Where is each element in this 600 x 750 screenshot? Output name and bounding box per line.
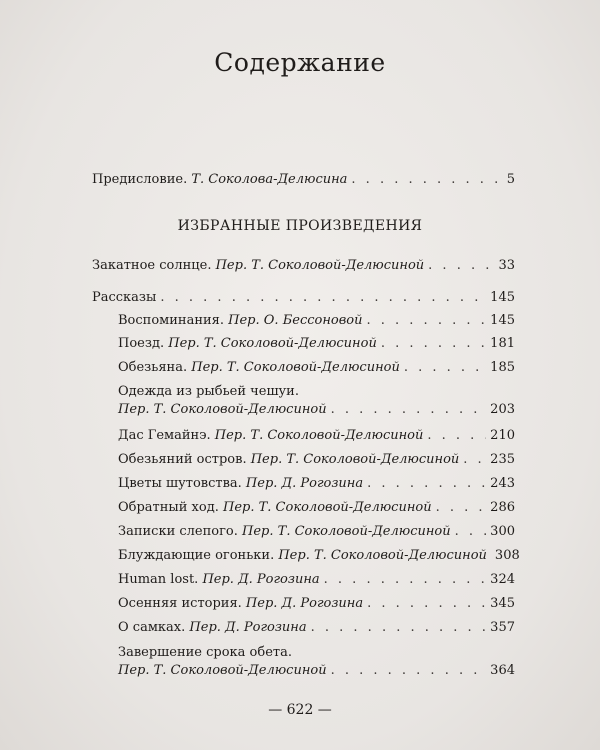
toc-entry xyxy=(118,313,515,329)
entry-translator: Пер. Т. Соколовой-Делюсиной xyxy=(191,360,400,375)
entry-page-number: 300 xyxy=(490,524,515,539)
entry-translator: Пер. Т. Соколовой-Делюсиной xyxy=(118,402,327,417)
entry-translator: Пер. О. Бессоновой xyxy=(228,313,363,328)
entry-translator: Пер. Т. Соколовой-Делюсиной xyxy=(118,663,327,678)
toc-entry xyxy=(118,663,515,679)
toc-entry xyxy=(118,548,520,564)
entry-title: Одежда из рыбьей чешуи. xyxy=(118,384,299,399)
toc-entry xyxy=(92,258,515,274)
toc-entry xyxy=(118,572,515,588)
entry-title: Обезьяна. xyxy=(118,360,188,375)
toc-entry xyxy=(118,476,515,492)
entry-translator: Пер. Т. Соколовой-Делюсиной xyxy=(242,524,451,539)
entry-title: Закатное солнце. xyxy=(92,258,212,273)
entry-translator: Пер. Т. Соколовой-Делюсиной xyxy=(215,258,425,273)
entry-title: Воспоминания. xyxy=(118,313,225,328)
dot-leader xyxy=(331,402,487,418)
entry-page-number: 308 xyxy=(494,548,520,563)
entry-page-number: 181 xyxy=(490,336,515,351)
dot-leader xyxy=(428,258,494,274)
entry-page-number: 33 xyxy=(498,258,515,273)
entry-title: Завершение срока обета. xyxy=(118,645,292,660)
entry-translator: Пер. Т. Соколовой-Делюсиной xyxy=(214,428,424,443)
entry-title: Блуждающие огоньки. xyxy=(118,548,275,563)
entry-page-number: 345 xyxy=(490,596,515,611)
toc-entry xyxy=(118,428,515,444)
entry-page-number: 185 xyxy=(490,360,515,375)
toc-entry xyxy=(92,290,515,306)
toc-entry xyxy=(118,596,515,612)
entry-translator: Пер. Д. Рогозина xyxy=(245,596,364,611)
entry-page-number: 357 xyxy=(490,620,515,635)
dot-leader xyxy=(427,428,486,444)
entry-translator: Пер. Т. Соколовой-Делюсиной xyxy=(223,500,432,515)
entry-title: Цветы шутовства. xyxy=(118,476,242,491)
toc-entry-preface xyxy=(92,172,515,188)
toc-entry xyxy=(118,500,515,516)
section-heading: ИЗБРАННЫЕ ПРОИЗВЕДЕНИЯ xyxy=(177,218,423,234)
toc-entry xyxy=(118,360,515,376)
entry-title: Предисловие. xyxy=(92,172,188,187)
entry-title: О самках. xyxy=(118,620,186,635)
entry-page-number: 324 xyxy=(490,572,515,587)
entry-translator: Пер. Д. Рогозина xyxy=(202,572,320,587)
dot-leader xyxy=(404,360,486,376)
dot-leader xyxy=(324,572,487,588)
entry-page-number: 210 xyxy=(490,428,515,443)
entry-page-number: 235 xyxy=(490,452,515,467)
entry-page-number: 203 xyxy=(490,402,515,417)
entry-page-number: 286 xyxy=(490,500,515,515)
entry-title: Обратный ход. xyxy=(118,500,219,515)
toc-entry xyxy=(118,620,515,636)
page-number: — 622 — xyxy=(268,702,332,718)
entry-title: Поезд. xyxy=(118,336,165,351)
dot-leader xyxy=(331,663,487,679)
entry-title: Осенняя история. xyxy=(118,596,242,611)
dot-leader xyxy=(436,500,487,516)
dot-leader xyxy=(351,172,502,188)
dot-leader xyxy=(367,313,487,329)
entry-title: Human lost. xyxy=(118,572,199,587)
entry-title: Рассказы xyxy=(92,290,157,305)
entry-translator: Пер. Т. Соколовой-Делюсиной xyxy=(250,452,460,467)
entry-title: Записки слепого. xyxy=(118,524,238,539)
dot-leader xyxy=(160,290,486,306)
dot-leader xyxy=(311,620,487,636)
entry-page-number: 364 xyxy=(490,663,515,678)
entry-page-number: 5 xyxy=(506,172,515,187)
toc-entry xyxy=(118,524,515,540)
dot-leader xyxy=(381,336,486,352)
entry-translator: Пер. Т. Соколовой-Делюсиной xyxy=(168,336,377,351)
dot-leader xyxy=(463,452,486,468)
dot-leader xyxy=(367,476,486,492)
toc-entry xyxy=(118,452,515,468)
toc-entry xyxy=(118,336,515,352)
dot-leader xyxy=(367,596,486,612)
entry-title: Дас Гемайнэ. xyxy=(118,428,211,443)
entry-page-number: 145 xyxy=(490,290,515,305)
toc-entry xyxy=(118,402,515,418)
entry-translator: Пер. Т. Соколовой-Делюсиной xyxy=(278,548,487,563)
entry-title: Обезьяний остров. xyxy=(118,452,247,467)
dot-leader xyxy=(455,524,487,540)
entry-translator: Т. Соколова-Делюсина xyxy=(191,172,348,187)
entry-page-number: 145 xyxy=(490,313,515,328)
entry-translator: Пер. Д. Рогозина xyxy=(245,476,364,491)
entry-translator: Пер. Д. Рогозина xyxy=(189,620,307,635)
entry-page-number: 243 xyxy=(490,476,515,491)
page-title: Содержание xyxy=(214,48,386,77)
